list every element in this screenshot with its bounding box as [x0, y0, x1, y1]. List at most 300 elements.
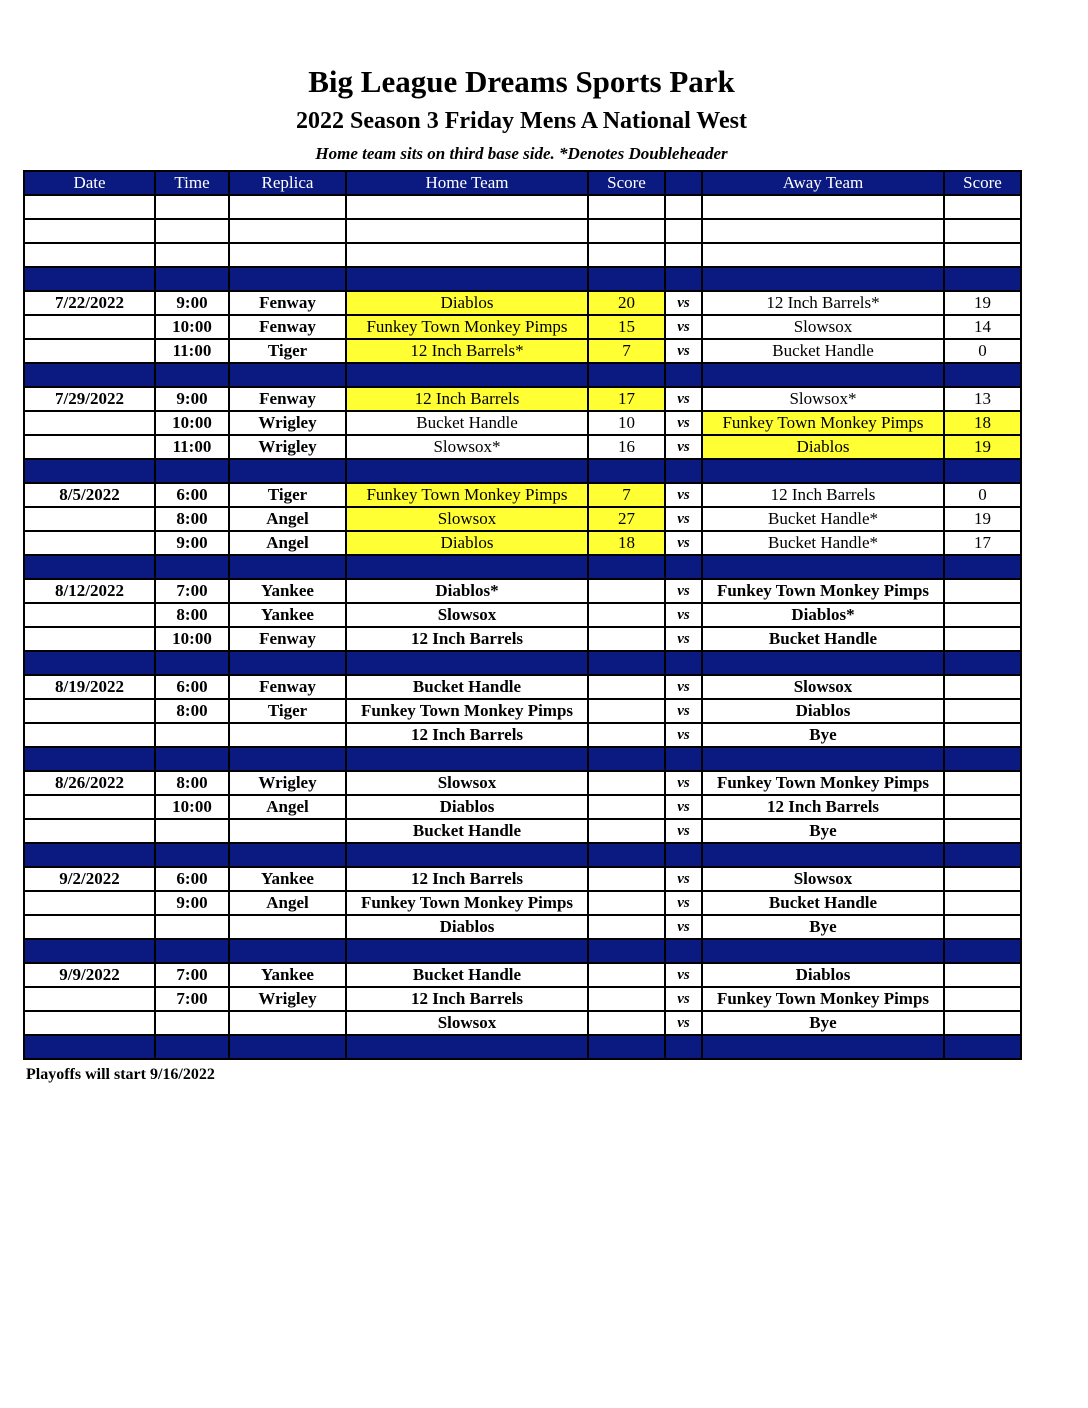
blank-cell [665, 219, 702, 243]
game-row [24, 771, 1021, 795]
game-row [24, 915, 1021, 939]
away-team-cell: Diablos [702, 963, 944, 987]
away-score-cell: 13 [944, 387, 1021, 411]
separator-row [24, 1035, 1021, 1059]
separator-cell [229, 363, 346, 387]
time-cell: 10:00 [155, 411, 229, 435]
separator-cell [588, 363, 665, 387]
home-team-cell: Funkey Town Monkey Pimps [346, 891, 588, 915]
replica-cell: Tiger [229, 339, 346, 363]
away-score-cell [944, 771, 1021, 795]
home-team-cell: Slowsox* [346, 435, 588, 459]
table-header-row [24, 171, 1021, 195]
away-team-cell: Funkey Town Monkey Pimps [702, 579, 944, 603]
col-header-date: Date [24, 171, 155, 195]
time-cell: 9:00 [155, 291, 229, 315]
game-row [24, 291, 1021, 315]
separator-cell [944, 939, 1021, 963]
separator-cell [665, 363, 702, 387]
game-row [24, 339, 1021, 363]
date-cell [24, 627, 155, 651]
home-score-cell [588, 915, 665, 939]
vs-cell: vs [665, 603, 702, 627]
separator-cell [588, 555, 665, 579]
separator-cell [665, 459, 702, 483]
separator-row [24, 363, 1021, 387]
away-score-cell: 19 [944, 507, 1021, 531]
game-row [24, 675, 1021, 699]
date-cell: 9/9/2022 [24, 963, 155, 987]
home-score-cell [588, 579, 665, 603]
separator-cell [588, 939, 665, 963]
away-team-cell: Bye [702, 723, 944, 747]
replica-cell: Tiger [229, 699, 346, 723]
replica-cell: Yankee [229, 963, 346, 987]
game-row [24, 531, 1021, 555]
time-cell: 8:00 [155, 699, 229, 723]
replica-cell: Fenway [229, 627, 346, 651]
time-cell: 6:00 [155, 675, 229, 699]
separator-cell [346, 939, 588, 963]
game-row [24, 723, 1021, 747]
replica-cell: Wrigley [229, 435, 346, 459]
game-row [24, 867, 1021, 891]
away-team-cell: Funkey Town Monkey Pimps [702, 771, 944, 795]
time-cell: 9:00 [155, 387, 229, 411]
away-team-cell: 12 Inch Barrels* [702, 291, 944, 315]
away-score-cell [944, 867, 1021, 891]
away-team-cell: Bucket Handle* [702, 507, 944, 531]
separator-cell [155, 267, 229, 291]
vs-cell: vs [665, 411, 702, 435]
separator-cell [229, 843, 346, 867]
blank-cell [346, 195, 588, 219]
home-team-cell: Diablos [346, 915, 588, 939]
home-team-cell: Slowsox [346, 1011, 588, 1035]
col-header-home-score: Score [588, 171, 665, 195]
home-score-cell [588, 867, 665, 891]
vs-cell: vs [665, 435, 702, 459]
separator-cell [665, 651, 702, 675]
vs-cell: vs [665, 387, 702, 411]
separator-cell [944, 651, 1021, 675]
replica-cell [229, 723, 346, 747]
separator-cell [229, 651, 346, 675]
time-cell: 8:00 [155, 771, 229, 795]
blank-cell [229, 219, 346, 243]
game-row [24, 987, 1021, 1011]
separator-cell [229, 459, 346, 483]
home-score-cell: 7 [588, 339, 665, 363]
blank-row [24, 243, 1021, 267]
separator-cell [24, 651, 155, 675]
separator-cell [702, 267, 944, 291]
date-cell: 8/12/2022 [24, 579, 155, 603]
separator-cell [944, 555, 1021, 579]
game-row [24, 963, 1021, 987]
separator-cell [588, 651, 665, 675]
separator-cell [155, 555, 229, 579]
separator-row [24, 267, 1021, 291]
vs-cell: vs [665, 531, 702, 555]
time-cell: 7:00 [155, 987, 229, 1011]
game-row [24, 891, 1021, 915]
away-team-cell: Diablos [702, 699, 944, 723]
home-score-cell [588, 1011, 665, 1035]
date-cell [24, 315, 155, 339]
separator-cell [702, 747, 944, 771]
home-score-cell [588, 987, 665, 1011]
away-team-cell: Funkey Town Monkey Pimps [702, 987, 944, 1011]
away-team-cell: Slowsox [702, 315, 944, 339]
home-score-cell [588, 963, 665, 987]
separator-cell [24, 363, 155, 387]
date-cell: 7/22/2022 [24, 291, 155, 315]
game-row [24, 1011, 1021, 1035]
separator-row [24, 555, 1021, 579]
home-score-cell [588, 819, 665, 843]
separator-cell [944, 843, 1021, 867]
game-row [24, 411, 1021, 435]
away-score-cell [944, 699, 1021, 723]
separator-cell [346, 843, 588, 867]
date-cell [24, 1011, 155, 1035]
away-team-cell: Bye [702, 915, 944, 939]
date-cell [24, 339, 155, 363]
separator-row [24, 651, 1021, 675]
away-team-cell: Diablos* [702, 603, 944, 627]
time-cell: 10:00 [155, 795, 229, 819]
time-cell [155, 723, 229, 747]
time-cell: 11:00 [155, 339, 229, 363]
separator-cell [944, 1035, 1021, 1059]
separator-cell [588, 267, 665, 291]
game-row [24, 603, 1021, 627]
home-team-cell: 12 Inch Barrels [346, 627, 588, 651]
home-team-cell: Diablos [346, 795, 588, 819]
away-team-cell: Funkey Town Monkey Pimps [702, 411, 944, 435]
vs-cell: vs [665, 339, 702, 363]
separator-cell [24, 555, 155, 579]
away-score-cell [944, 675, 1021, 699]
blank-cell [588, 219, 665, 243]
blank-cell [229, 195, 346, 219]
replica-cell: Angel [229, 531, 346, 555]
away-team-cell: Bucket Handle [702, 339, 944, 363]
separator-cell [346, 267, 588, 291]
separator-cell [346, 651, 588, 675]
blank-cell [702, 243, 944, 267]
replica-cell: Fenway [229, 387, 346, 411]
vs-cell: vs [665, 963, 702, 987]
footer-note: Playoffs will start 9/16/2022 [26, 1066, 215, 1083]
away-score-cell [944, 603, 1021, 627]
home-team-cell: Slowsox [346, 603, 588, 627]
date-cell: 8/5/2022 [24, 483, 155, 507]
date-cell [24, 819, 155, 843]
home-score-cell: 7 [588, 483, 665, 507]
blank-cell [944, 195, 1021, 219]
away-team-cell: Bye [702, 1011, 944, 1035]
time-cell: 10:00 [155, 627, 229, 651]
home-team-cell: Funkey Town Monkey Pimps [346, 699, 588, 723]
time-cell: 7:00 [155, 963, 229, 987]
separator-row [24, 747, 1021, 771]
date-cell [24, 603, 155, 627]
separator-cell [665, 1035, 702, 1059]
home-team-cell: Slowsox [346, 771, 588, 795]
away-score-cell [944, 723, 1021, 747]
schedule-body [24, 195, 1021, 1059]
away-team-cell: Slowsox [702, 675, 944, 699]
date-cell [24, 795, 155, 819]
time-cell: 11:00 [155, 435, 229, 459]
away-team-cell: Slowsox [702, 867, 944, 891]
game-row [24, 795, 1021, 819]
schedule-note: Home team sits on third base side. *Denotes Doubleheader [315, 144, 728, 163]
home-team-cell: 12 Inch Barrels [346, 723, 588, 747]
away-team-cell: Bucket Handle* [702, 531, 944, 555]
game-row [24, 435, 1021, 459]
time-cell: 6:00 [155, 483, 229, 507]
home-score-cell [588, 891, 665, 915]
separator-cell [24, 267, 155, 291]
separator-cell [588, 747, 665, 771]
away-score-cell [944, 891, 1021, 915]
away-score-cell: 19 [944, 291, 1021, 315]
away-score-cell [944, 819, 1021, 843]
time-cell: 10:00 [155, 315, 229, 339]
game-row [24, 483, 1021, 507]
separator-cell [24, 459, 155, 483]
away-team-cell: 12 Inch Barrels [702, 483, 944, 507]
separator-cell [665, 843, 702, 867]
home-team-cell: Bucket Handle [346, 675, 588, 699]
separator-row [24, 939, 1021, 963]
replica-cell: Wrigley [229, 987, 346, 1011]
separator-cell [702, 939, 944, 963]
separator-cell [702, 363, 944, 387]
separator-cell [665, 267, 702, 291]
col-header-home-team: Home Team [346, 171, 588, 195]
home-team-cell: Funkey Town Monkey Pimps [346, 483, 588, 507]
home-score-cell [588, 675, 665, 699]
time-cell: 6:00 [155, 867, 229, 891]
vs-cell: vs [665, 723, 702, 747]
time-cell: 8:00 [155, 603, 229, 627]
away-score-cell [944, 1011, 1021, 1035]
separator-cell [346, 747, 588, 771]
separator-cell [229, 747, 346, 771]
away-score-cell [944, 795, 1021, 819]
replica-cell: Angel [229, 795, 346, 819]
away-score-cell [944, 987, 1021, 1011]
home-score-cell: 10 [588, 411, 665, 435]
away-team-cell: Bucket Handle [702, 891, 944, 915]
date-cell: 8/19/2022 [24, 675, 155, 699]
separator-cell [702, 555, 944, 579]
home-team-cell: 12 Inch Barrels [346, 987, 588, 1011]
separator-cell [702, 651, 944, 675]
separator-row [24, 843, 1021, 867]
vs-cell: vs [665, 579, 702, 603]
replica-cell: Wrigley [229, 411, 346, 435]
col-header-replica: Replica [229, 171, 346, 195]
game-row [24, 819, 1021, 843]
separator-cell [665, 747, 702, 771]
vs-cell: vs [665, 699, 702, 723]
date-cell: 9/2/2022 [24, 867, 155, 891]
home-score-cell [588, 771, 665, 795]
separator-cell [155, 939, 229, 963]
col-header-vs [665, 171, 702, 195]
game-row [24, 315, 1021, 339]
time-cell [155, 915, 229, 939]
separator-cell [346, 555, 588, 579]
separator-cell [346, 1035, 588, 1059]
replica-cell [229, 915, 346, 939]
game-row [24, 699, 1021, 723]
away-score-cell: 0 [944, 483, 1021, 507]
game-row [24, 579, 1021, 603]
vs-cell: vs [665, 819, 702, 843]
away-team-cell: 12 Inch Barrels [702, 795, 944, 819]
replica-cell [229, 1011, 346, 1035]
separator-cell [588, 459, 665, 483]
replica-cell: Yankee [229, 579, 346, 603]
vs-cell: vs [665, 771, 702, 795]
separator-cell [346, 459, 588, 483]
blank-cell [665, 195, 702, 219]
separator-cell [702, 843, 944, 867]
home-score-cell: 17 [588, 387, 665, 411]
separator-cell [155, 1035, 229, 1059]
date-cell: 7/29/2022 [24, 387, 155, 411]
separator-cell [665, 939, 702, 963]
home-score-cell: 18 [588, 531, 665, 555]
vs-cell: vs [665, 795, 702, 819]
separator-cell [702, 459, 944, 483]
separator-cell [24, 1035, 155, 1059]
vs-cell: vs [665, 675, 702, 699]
date-cell [24, 411, 155, 435]
away-team-cell: Slowsox* [702, 387, 944, 411]
blank-cell [944, 243, 1021, 267]
away-team-cell: Diablos [702, 435, 944, 459]
vs-cell: vs [665, 1011, 702, 1035]
schedule-table [23, 170, 1022, 1060]
home-team-cell: Diablos [346, 531, 588, 555]
replica-cell: Angel [229, 891, 346, 915]
blank-cell [944, 219, 1021, 243]
separator-cell [944, 267, 1021, 291]
home-score-cell: 15 [588, 315, 665, 339]
blank-cell [665, 243, 702, 267]
replica-cell: Fenway [229, 315, 346, 339]
separator-cell [229, 939, 346, 963]
away-score-cell [944, 915, 1021, 939]
home-team-cell: 12 Inch Barrels* [346, 339, 588, 363]
away-score-cell: 17 [944, 531, 1021, 555]
replica-cell: Tiger [229, 483, 346, 507]
date-cell [24, 699, 155, 723]
separator-cell [155, 459, 229, 483]
separator-cell [155, 747, 229, 771]
time-cell [155, 819, 229, 843]
home-score-cell [588, 627, 665, 651]
away-score-cell [944, 963, 1021, 987]
replica-cell: Angel [229, 507, 346, 531]
vs-cell: vs [665, 915, 702, 939]
date-cell: 8/26/2022 [24, 771, 155, 795]
replica-cell: Yankee [229, 603, 346, 627]
time-cell: 9:00 [155, 891, 229, 915]
date-cell [24, 723, 155, 747]
away-team-cell: Bye [702, 819, 944, 843]
vs-cell: vs [665, 891, 702, 915]
separator-cell [588, 843, 665, 867]
separator-row [24, 459, 1021, 483]
blank-cell [588, 195, 665, 219]
away-score-cell [944, 579, 1021, 603]
col-header-time: Time [155, 171, 229, 195]
date-cell [24, 915, 155, 939]
separator-cell [24, 843, 155, 867]
replica-cell: Wrigley [229, 771, 346, 795]
blank-cell [702, 219, 944, 243]
vs-cell: vs [665, 867, 702, 891]
vs-cell: vs [665, 627, 702, 651]
page-title: Big League Dreams Sports Park [308, 64, 735, 99]
replica-cell: Fenway [229, 675, 346, 699]
game-row [24, 387, 1021, 411]
time-cell [155, 1011, 229, 1035]
away-team-cell: Bucket Handle [702, 627, 944, 651]
blank-cell [702, 195, 944, 219]
vs-cell: vs [665, 507, 702, 531]
blank-cell [155, 219, 229, 243]
away-score-cell [944, 627, 1021, 651]
game-row [24, 507, 1021, 531]
replica-cell: Yankee [229, 867, 346, 891]
separator-cell [24, 939, 155, 963]
blank-cell [155, 243, 229, 267]
col-header-away-team: Away Team [702, 171, 944, 195]
home-score-cell [588, 603, 665, 627]
home-team-cell: Funkey Town Monkey Pimps [346, 315, 588, 339]
vs-cell: vs [665, 315, 702, 339]
date-cell [24, 531, 155, 555]
home-score-cell [588, 699, 665, 723]
blank-cell [155, 195, 229, 219]
time-cell: 7:00 [155, 579, 229, 603]
home-score-cell [588, 723, 665, 747]
separator-cell [702, 1035, 944, 1059]
home-score-cell: 27 [588, 507, 665, 531]
home-team-cell: Bucket Handle [346, 411, 588, 435]
date-cell [24, 507, 155, 531]
game-row [24, 627, 1021, 651]
home-team-cell: Diablos* [346, 579, 588, 603]
time-cell: 9:00 [155, 531, 229, 555]
home-team-cell: Bucket Handle [346, 819, 588, 843]
separator-cell [944, 747, 1021, 771]
page-subtitle: 2022 Season 3 Friday Mens A National West [296, 108, 747, 134]
date-cell [24, 891, 155, 915]
blank-cell [346, 219, 588, 243]
date-cell [24, 987, 155, 1011]
separator-cell [944, 363, 1021, 387]
